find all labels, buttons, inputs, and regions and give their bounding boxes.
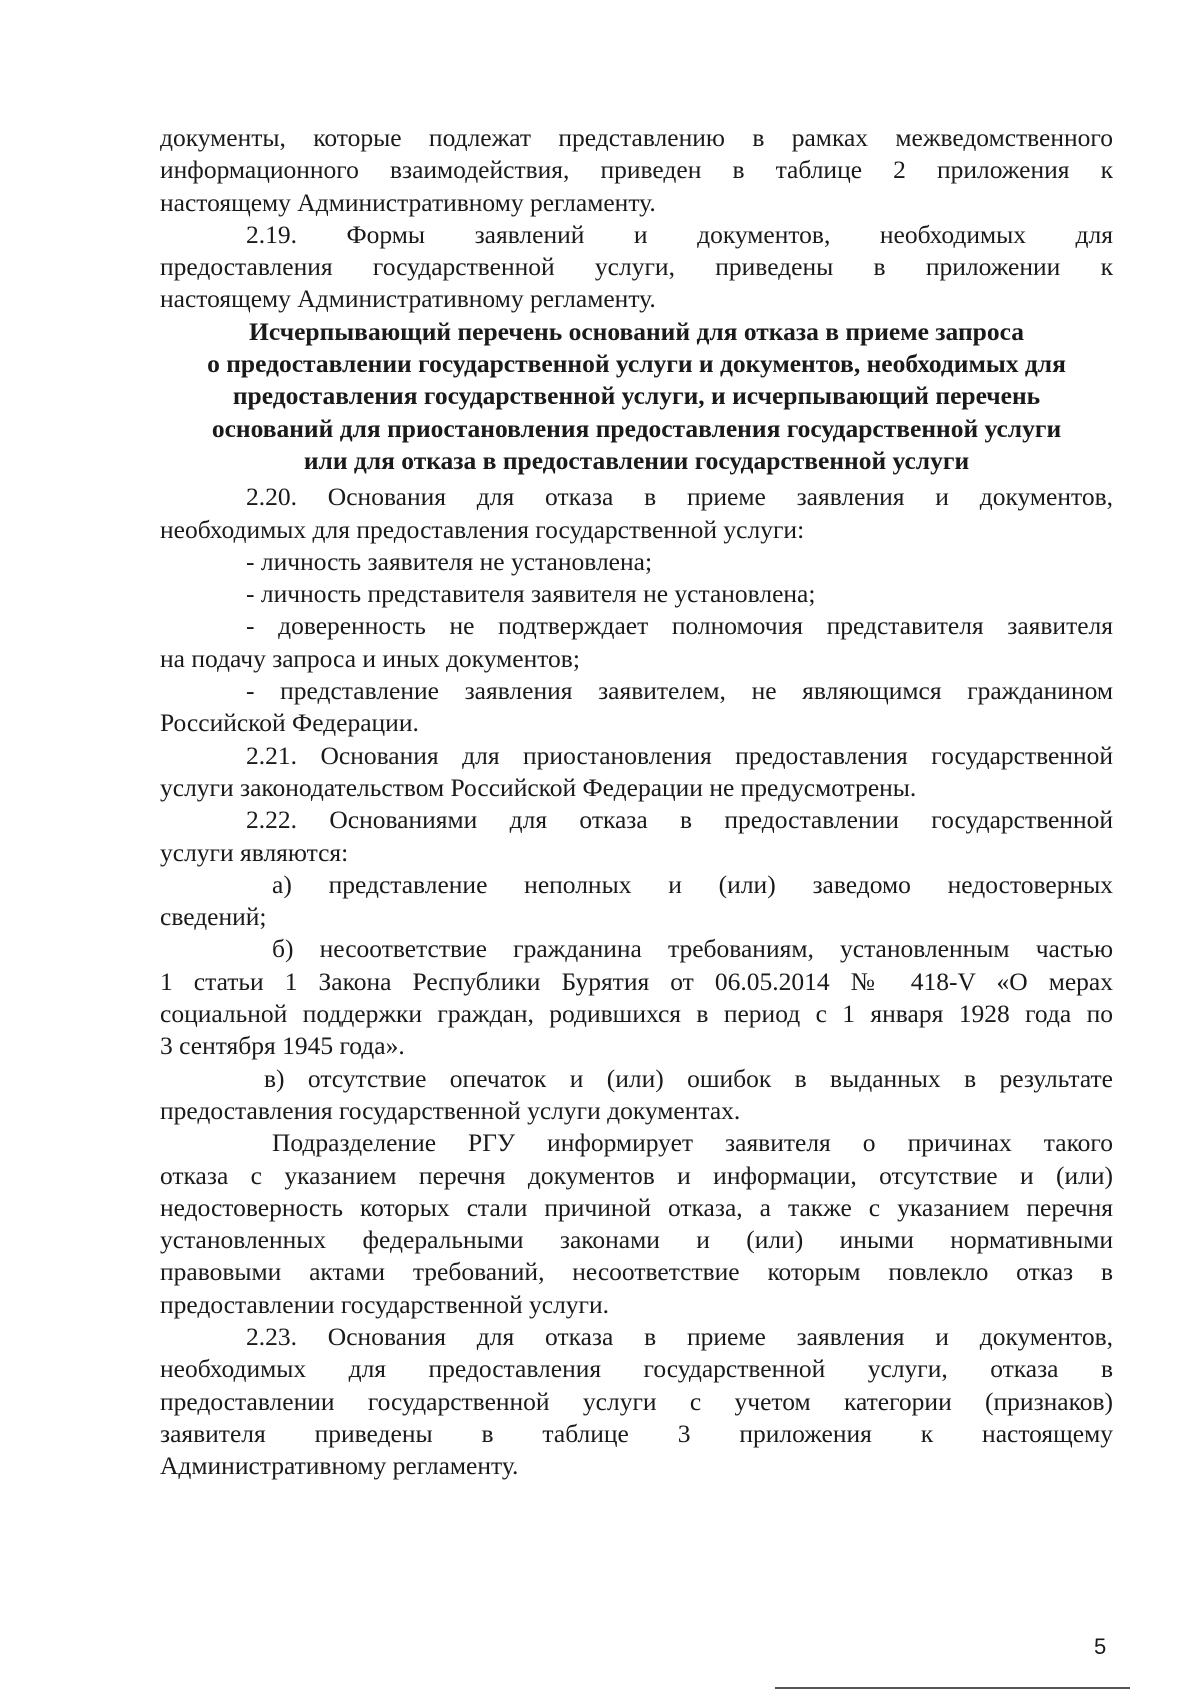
list-item-a [160,869,1113,934]
text-line: правовыми актами требований, несоответствие которым повлекло отказ в [160,1257,1113,1287]
text-line: 2.22. Основаниями для отказа в предоставлении государственной [246,805,1113,835]
text-line: заявителя приведены в таблице 3 приложения к настоящему [160,1418,1113,1448]
paragraph-2-21 [160,740,1113,805]
text-line: 2.23. Основания для отказа в приеме заявления и документов, [246,1321,1113,1351]
text-line: Подразделение РГУ информирует заявителя о причинах такого [272,1128,1113,1158]
paragraph-2-20 [160,481,1113,546]
bottom-scan-line [775,1687,1130,1689]
text-line: предоставлении государственной услуги. [160,1289,610,1319]
text-line: на подачу запроса и иных документов; [160,643,580,673]
intro-paragraph [160,122,1113,219]
paragraph-2-23 [160,1321,1113,1482]
text-line: социальной поддержки граждан, родившихся в период с 1 января 1928 года по [160,999,1113,1029]
text-line: 3 сентября 1945 года». [160,1031,405,1061]
text-line: информационного взаимодействия, приведен в таблице 2 приложения к [160,155,1113,185]
text-line: а) представление неполных и (или) заведомо недостоверных [272,869,1113,899]
paragraph-rgu [160,1127,1113,1321]
text-line: 2.19. Формы заявлений и документов, необходимых для [246,219,1113,249]
list-item [160,675,1113,740]
list-item-c [160,1063,1113,1128]
text-line: 2.20. Основания для отказа в приеме заявления и документов, [246,482,1113,512]
text-line: Административному регламенту. [160,1451,519,1481]
document-page [160,122,1113,1482]
text-line: - личность заявителя не установлена; [246,546,653,576]
heading-line: Исчерпывающий перечень оснований для отказа в приеме запроса [249,316,1024,346]
text-line: - представление заявления заявителем, не являющимся гражданином [246,676,1113,706]
text-line: недостоверность которых стали причиной отказа, а также с указанием перечня [160,1192,1113,1222]
text-line: установленных федеральными законами и (или) иными нормативными [160,1225,1113,1255]
text-line: отказа с указанием перечня документов и информации, отсутствие и (или) [160,1160,1113,1190]
text-line: - доверенность не подтверждает полномочия представителя заявителя [246,611,1113,641]
text-line: сведений; [160,902,267,932]
text-line: услуги законодательством Российской Федерации не предусмотрены. [160,772,917,802]
heading-line: о предоставлении государственной услуги и документов, необходимых для [207,349,1066,379]
list-item [160,610,1113,675]
list-item [160,578,1113,610]
text-line: 2.21. Основания для приостановления предоставления государственной [246,740,1113,770]
text-line: услуги являются: [160,837,349,867]
paragraph-2-22 [160,804,1113,869]
text-line: б) несоответствие гражданина требованиям, установленным частью [272,934,1113,964]
text-line: предоставлении государственной услуги с учетом категории (признаков) [160,1386,1113,1416]
text-line: необходимых для предоставления государственной услуги, отказа в [160,1354,1113,1384]
heading-line: оснований для приостановления предоставления государственной услуги [211,413,1062,443]
heading-line: или для отказа в предоставлении государственной услуги [303,445,970,475]
text-line: необходимых для предоставления государственной услуги: [160,514,805,544]
text-line: - личность представителя заявителя не установлена; [246,579,816,609]
text-line: 1 статьи 1 Закона Республики Бурятия от 06.05.2014 № 418-V «О мерах [160,966,1113,996]
list-item [160,546,1113,578]
text-line: Российской Федерации. [160,708,419,738]
text-line: настоящему Административному регламенту. [160,187,656,217]
page-number: 5 [1094,1634,1107,1659]
text-line: в) отсутствие опечаток и (или) ошибок в выданных в результате [264,1063,1113,1093]
list-item-b [160,933,1113,1062]
text-line: предоставления государственной услуги документах. [160,1095,741,1125]
text-line: предоставления государственной услуги, приведены в приложении к [160,252,1113,282]
paragraph-2-19 [160,219,1113,316]
text-line: настоящему Административному регламенту. [160,284,656,314]
section-heading [160,316,1113,477]
heading-line: предоставления государственной услуги, и исчерпывающий перечень [232,381,1041,411]
text-line: документы, которые подлежат представлению в рамках межведомственного [160,123,1113,152]
